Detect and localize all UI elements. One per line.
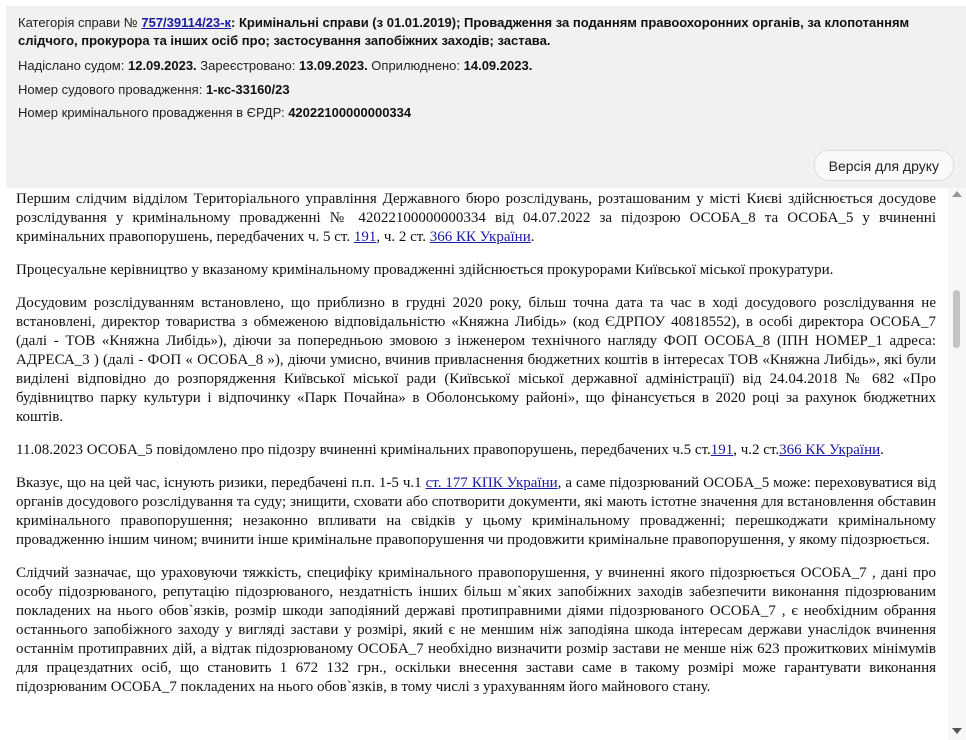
p1-text-c: . <box>530 229 535 245</box>
case-number-link[interactable]: 757/39114/23-к <box>141 15 232 30</box>
category-prefix: Категорія справи № <box>18 15 142 30</box>
sent-date: 12.09.2023. <box>127 58 197 73</box>
case-category-line <box>18 14 938 50</box>
paragraph-4 <box>16 441 936 460</box>
paragraph-6: Слідчий зазначає, що ураховуючи тяжкість, специфіку кримінального правопорушення, у вчиненні якого підозрюється ОСОБА_7 , дані про особу підозрюваного, репутацію підозрюваного, нездатність інших більш м`яких запобіжних заходів забезпечити виконання підозрюваним покладених на нього обов`язків, розмір шкоди заподіяний державі протиправними діями підозрюваного ОСОБА_7 , є необхідним обрання останнього запобіжного заходу у вигляді застави у розмірі, який є не меншим ніж заподіяна шкода інтересам держави унаслідок вчинення останнім протиправних дій, а відтак підозрюваному ОСОБА_7 необхідно визначити розмір застави не менше ніж 623 прожиткових мінімумів для працездатних осіб, що становить 1 672 132 грн., оскільки внесення застави саме в такому розмірі може гарантувати виконання підозрюваним ОСОБА_7 покладених на нього обов`язків, в тому числі з урахуванням його майнового стану. <box>16 565 936 695</box>
court-proceeding-number: 1-кс-33160/23 <box>205 82 290 97</box>
p4-text-c: . <box>880 442 884 458</box>
case-info-panel <box>6 6 966 142</box>
p4-text-a: 11.08.2023 ОСОБА_5 повідомлено про підозру вчиненні кримінальних правопорушень, передбачених ч.5 ст. <box>16 442 711 458</box>
published-date: 14.09.2023. <box>463 58 533 73</box>
p1-text-b: , ч. 2 ст. <box>376 229 430 245</box>
court-proceeding-label: Номер судового провадження: <box>18 82 206 97</box>
print-version-button[interactable]: Версія для друку <box>814 150 954 181</box>
toolbar <box>6 142 966 188</box>
paragraph-2: Процесуальне керівництво у вказаному кримінальному провадженні здійснюється прокурорами Київської міської прокуратури. <box>16 262 834 278</box>
p5-text-b: , а саме підозрюваний ОСОБА_5 може: переховуватися від органів досудового розслідування та суду; знищити, сховати або спотворити документи, які мають істотне значення для встановлення обставин кримінального правопорушення; незаконно впливати на свідків у цьому кримінальному провадженні; перешкоджати кримінальному провадженню іншим чином; вчинити інше кримінальне правопорушення чи продовжити кримінальне правопорушення, у якому підозрюється. <box>16 475 936 548</box>
category-description: : Кримінальні справи (з 01.01.2019); Провадження за поданням правоохоронних органів, за клопотанням слідчого, прокурора та інших осіб про; застосування запобіжних заходів; застава. <box>18 15 910 48</box>
p4-text-b: , ч.2 ст. <box>733 442 780 458</box>
court-proceeding-line <box>18 81 290 99</box>
vertical-scrollbar[interactable] <box>948 188 966 740</box>
document-viewport[interactable] <box>6 188 946 740</box>
sent-label: Надіслано судом: <box>18 58 128 73</box>
p5-text-a: Вказує, що на цей час, існують ризики, передбачені п.п. 1-5 ч.1 <box>16 475 426 491</box>
case-category-text <box>18 14 938 50</box>
paragraph-5 <box>16 474 936 550</box>
paragraph-1 <box>16 190 936 247</box>
registered-label: Зареєстровано: <box>196 58 299 73</box>
article-366-kk-link-2[interactable]: 366 КК України <box>779 442 881 458</box>
scroll-down-arrow-icon[interactable] <box>952 728 962 734</box>
dates-line <box>18 57 532 75</box>
erdr-label: Номер кримінального провадження в ЄРДР: <box>18 105 289 120</box>
registered-date: 13.09.2023. <box>299 58 368 73</box>
erdr-number: 42022100000000334 <box>288 105 412 120</box>
published-label: Оприлюднено: <box>367 58 464 73</box>
paragraph-3: Досудовим розслідуванням встановлено, що приблизно в грудні 2020 року, більш точна дата та час в ході досудового розслідування не встановлені, директор товариства з обмеженою відповідальністю «Княжна Либідь» (код ЄДРПОУ 40818552), в особі директора ОСОБА_7 (далі - ТОВ «Княжна Либідь»), діючи за попередньою змовою з інженером технічного нагляду ФОП ОСОБА_8 (ІПН НОМЕР_1 адреса: АДРЕСА_3 ) (далі - ФОП « ОСОБА_8 »), діючи умисно, вчинив привласнення бюджетних коштів в інтересах ТОВ «Княжна Либідь», які були виділені відповідно до розпорядження Київської міської ради (Київської міської державної адміністрації) від 24.04.2018 № 682 «Про будівництво парку культури і відпочинку «Парк Почайна» в Оболонському районі», що фінансується в 2020 році за рахунок бюджетних коштів. <box>16 295 936 425</box>
scrollbar-thumb[interactable] <box>953 290 960 348</box>
scroll-up-arrow-icon[interactable] <box>952 191 962 197</box>
article-191-link[interactable]: 191 <box>353 229 377 245</box>
document-text <box>16 190 936 711</box>
p1-text-a: Першим слідчим відділом Територіального управління Державного бюро розслідувань, розташованим у місті Києві здійснюється досудове розслідування у кримінальному провадженні № 42022100000000334 від 04.07.2022 за підозрою ОСОБА_8 та ОСОБА_5 у вчиненні кримінальних правопорушень, передбачених ч. 5 ст. <box>16 191 936 245</box>
article-366-kk-link[interactable]: 366 КК України <box>429 229 531 245</box>
article-177-kpk-link[interactable]: ст. 177 КПК України <box>425 475 558 491</box>
article-191-link-2[interactable]: 191 <box>710 442 734 458</box>
erdr-line <box>18 104 411 122</box>
